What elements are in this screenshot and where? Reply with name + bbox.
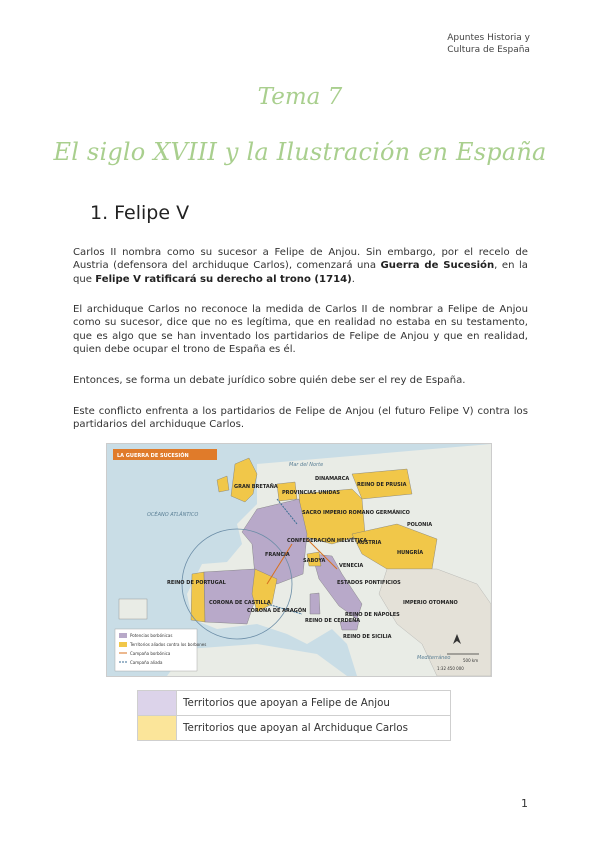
map-label-oceano: OCÉANO ATLÁNTICO [147, 512, 199, 518]
map-legend-bourbon: Potencias borbónicas [130, 633, 173, 638]
map-label-castilla: CORONA DE CASTILLA [209, 600, 271, 606]
header-note-line1: Apuntes Historia y [447, 33, 530, 43]
section-heading: 1. Felipe V [90, 202, 190, 224]
legend-table [137, 690, 451, 741]
map-cerdena [310, 593, 320, 614]
map-castilla [204, 569, 257, 624]
map-label-provincias-unidas: PROVINCIAS UNIDAS [282, 490, 341, 496]
map-label-venecia: VENECIA [339, 563, 364, 569]
map-label-confederacion: CONFEDERACIÓN HELVÉTICA [287, 538, 368, 544]
p1-text-c: , en la que [73, 260, 528, 285]
map-label-prusia: REINO DE PRUSIA [357, 482, 407, 488]
paragraph-4: Este conflicto enfrenta a los partidarios de Felipe de Anjou (el futuro Felipe V) contra los partidarios del archiduque Carlos. [73, 406, 528, 431]
p1-text-a: Carlos II nombra como su sucesor a Felipe de Anjou. Sin embargo, por el recelo de Austria (defensora del archiduque Carlos), comenzará una [73, 247, 528, 272]
map-scale-km: 500 km [463, 658, 479, 663]
map-label-polonia: POLONIA [407, 522, 433, 528]
map-label-sicilia: REINO DE SICILIA [343, 634, 392, 640]
p1-bold-guerra: Guerra de Sucesión [380, 260, 495, 272]
map-legend-swatch-allied [119, 642, 127, 647]
map-title: LA GUERRA DE SUCESIÓN [117, 453, 189, 459]
map-label-dinamarca: DINAMARCA [315, 476, 350, 482]
map-label-austria: AUSTRIA [357, 540, 382, 546]
legend-row [138, 691, 451, 716]
paragraph-1 [73, 246, 528, 286]
map-label-mar-norte: Mar del Norte [289, 462, 324, 468]
map-label-napoles: REINO DE NÁPOLES [345, 612, 400, 618]
map-label-saboya: SABOYA [303, 558, 326, 564]
paragraph-3: Entonces, se forma un debate jurídico sobre quién debe ser el rey de España. [73, 375, 466, 386]
p1-bold-felipe: Felipe V ratificará su derecho al trono (1714) [95, 273, 352, 285]
map-legend-campaign-allied: Campaña aliada [130, 660, 163, 665]
map-label-mediterraneo: Mediterráneo [417, 655, 451, 661]
legend-swatch-felipe [138, 691, 177, 716]
map-label-sacro-imperio: SACRO IMPERIO ROMANO GERMÁNICO [302, 510, 410, 516]
map-label-imperio-otomano: IMPERIO OTOMANO [403, 600, 458, 606]
map-inset [119, 599, 147, 619]
war-of-succession-map [106, 443, 492, 677]
map-scale-ratio: 1:32 450 000 [437, 666, 464, 671]
header-note [447, 32, 530, 56]
header-note-line2: Cultura de España [447, 45, 530, 55]
p1-text-e: . [351, 273, 355, 285]
map-label-hungria: HUNGRÍA [397, 550, 424, 556]
map-label-francia: FRANCIA [265, 552, 290, 558]
map-label-cerdena: REINO DE CERDEÑA [305, 618, 361, 624]
map-label-estados-pontificios: ESTADOS PONTIFICIOS [337, 580, 401, 586]
document-subtitle: El siglo XVIII y la Ilustración en España [53, 138, 547, 166]
map-legend-campaign-bourbon: Campaña borbónica [130, 651, 171, 656]
legend-label-felipe: Territorios que apoyan a Felipe de Anjou [177, 691, 451, 716]
map-label-portugal: REINO DE PORTUGAL [167, 580, 226, 586]
page-number: 1 [521, 797, 528, 810]
paragraph-2: El archiduque Carlos no reconoce la medida de Carlos II de nombrar a Felipe de Anjou como su sucesor, dice que no es legítima, que en realidad no estaba en su testamento, que es algo que se han inventado los partidarios de Felipe de Anjou y que en realidad, quien debe ocupar el trono de España es él. [73, 304, 528, 356]
legend-label-carlos: Territorios que apoyan al Archiduque Carlos [177, 716, 451, 741]
map-legend-swatch-bourbon [119, 633, 127, 638]
legend-swatch-carlos [138, 716, 177, 741]
map-label-aragon: CORONA DE ARAGÓN [247, 608, 307, 614]
tema-title: Tema 7 [257, 84, 343, 110]
map-label-gran-bretana: GRAN BRETAÑA [234, 484, 278, 490]
map-legend-allied: Territorios aliados contra los borbones [130, 642, 207, 647]
legend-row [138, 716, 451, 741]
